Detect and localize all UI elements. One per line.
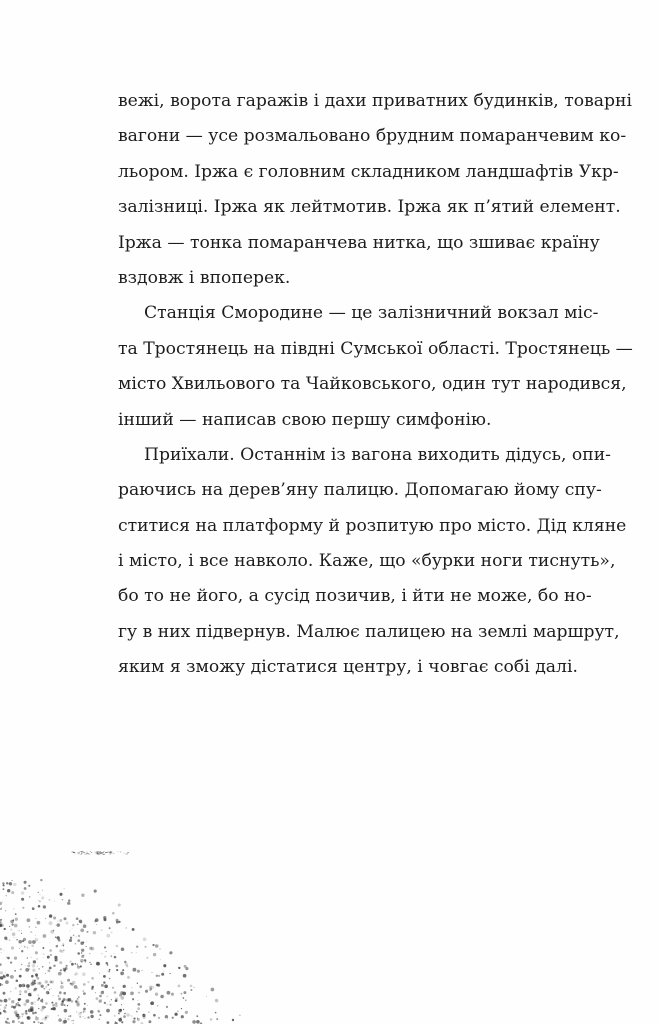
ink-splatter-illustration — [0, 820, 260, 1024]
text-line: Станція Смородине — це залізничний вокзал міс- — [144, 303, 599, 324]
text-line: бо то не його, а сусід позичив, і йти не може, бо но- — [118, 586, 592, 607]
text-line: вежі, ворота гаражів і дахи приватних будинків, товарні — [118, 91, 632, 111]
body-text — [118, 84, 633, 686]
text-line: ститися на платформу й розпитую про місто. Дід кляне — [118, 515, 627, 536]
text-line: залізниці. Іржа як лейтмотив. Іржа як п’ятий елемент. — [118, 197, 621, 218]
text-line: вагони — усе розмальовано брудним помаранчевим ко- — [118, 126, 627, 147]
text-line: Іржа — тонка помаранчева нитка, що зшиває країну — [118, 232, 600, 253]
text-line: Приїхали. Останнім із вагона виходить дідусь, опи- — [144, 444, 611, 465]
text-line: гу в них підвернув. Малює палицею на землі маршрут, — [118, 621, 620, 642]
text-line: вздовж і впоперек. — [118, 267, 291, 288]
text-line: льором. Іржа є головним складником ландшафтів Укр- — [118, 161, 619, 182]
text-line: і місто, і все навколо. Каже, що «бурки ноги тиснуть», — [118, 551, 616, 572]
text-line: яким я зможу дістатися центру, і човгає собі далі. — [118, 657, 578, 678]
text-line: раючись на дерев’яну палицю. Допомагаю йому спу- — [118, 480, 602, 501]
text-line: та Тростянець на півдні Сумської області. Тростянець — — [118, 338, 633, 359]
text-line: інший — написав свою першу симфонію. — [118, 409, 492, 430]
text-line: місто Хвильового та Чайковського, один тут народився, — [118, 374, 627, 395]
